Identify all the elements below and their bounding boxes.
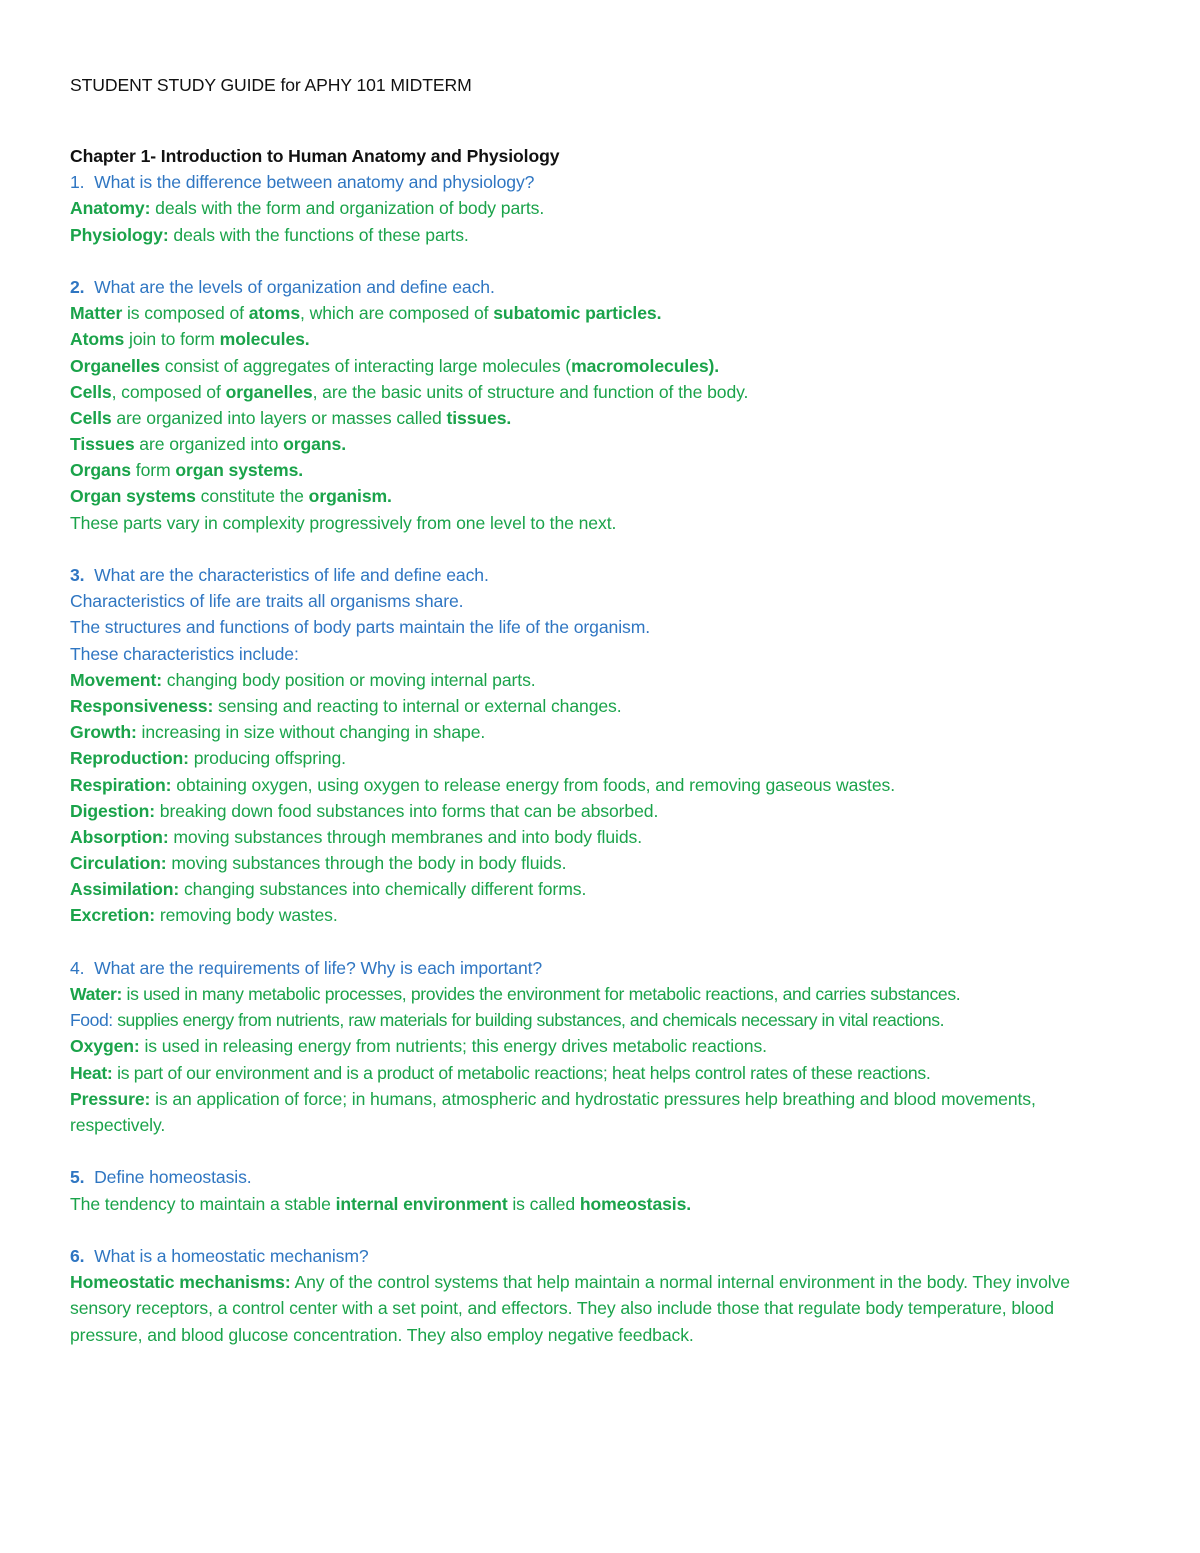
intro-line: The structures and functions of body parts maintain the life of the organism. bbox=[70, 617, 651, 638]
chapter-heading: Chapter 1- Introduction to Human Anatomy and Physiology bbox=[70, 146, 560, 166]
question-number: 1. bbox=[70, 172, 85, 193]
term: organelles bbox=[225, 381, 313, 402]
question-number: 2. bbox=[70, 276, 85, 297]
question-text: What are the characteristics of life and define each. bbox=[94, 565, 489, 585]
question-text: What is the difference between anatomy and physiology? bbox=[94, 172, 535, 193]
term: organism. bbox=[308, 486, 392, 507]
term: subatomic particles. bbox=[493, 303, 662, 324]
term: molecules. bbox=[219, 329, 310, 350]
list-item bbox=[70, 902, 1150, 928]
definition: is used in releasing energy from nutrients; this energy drives metabolic reactions. bbox=[139, 1036, 767, 1057]
question-number: 4. bbox=[70, 957, 85, 978]
answer-line bbox=[70, 195, 1150, 221]
term: Oxygen: bbox=[70, 1036, 140, 1057]
definition: breaking down food substances into forms that can be absorbed. bbox=[155, 800, 659, 821]
text: , which are composed of bbox=[300, 303, 494, 324]
term: Digestion: bbox=[70, 800, 156, 821]
answer-line bbox=[70, 1191, 1150, 1217]
term: Assimilation: bbox=[70, 879, 180, 900]
question-number: 3. bbox=[70, 565, 85, 585]
term: Organs bbox=[70, 460, 131, 481]
question-4 bbox=[70, 955, 1150, 981]
list-item bbox=[70, 693, 1150, 719]
question-text: What are the levels of organization and define each. bbox=[94, 276, 495, 297]
text: is composed of bbox=[122, 303, 249, 324]
term: internal environment bbox=[335, 1193, 508, 1214]
term: Water: bbox=[70, 984, 122, 1004]
text: constitute the bbox=[195, 486, 309, 507]
answer-line bbox=[70, 405, 1150, 431]
list-item bbox=[70, 981, 1150, 1007]
term: Responsiveness: bbox=[70, 695, 214, 716]
list-item bbox=[70, 850, 1150, 876]
term: Organelles bbox=[70, 355, 160, 376]
term: Movement: bbox=[70, 669, 162, 690]
definition: sensing and reacting to internal or external changes. bbox=[213, 695, 622, 716]
term: tissues. bbox=[446, 407, 512, 428]
term: Respiration: bbox=[70, 774, 172, 795]
text: is called bbox=[507, 1193, 580, 1214]
list-item bbox=[70, 745, 1150, 771]
text: , are the basic units of structure and function of the body. bbox=[312, 381, 749, 402]
list-item bbox=[70, 667, 1150, 693]
question-6 bbox=[70, 1243, 1150, 1269]
list-item bbox=[70, 876, 1150, 902]
definition: obtaining oxygen, using oxygen to release energy from foods, and removing gaseous wastes. bbox=[171, 774, 895, 795]
answer-line bbox=[70, 431, 1150, 457]
term: Tissues bbox=[70, 434, 135, 455]
term: Pressure: bbox=[70, 1088, 151, 1109]
list-item bbox=[70, 719, 1150, 745]
term: Food: bbox=[70, 1010, 113, 1031]
term: Anatomy: bbox=[70, 198, 151, 219]
question-5 bbox=[70, 1164, 1150, 1190]
term: Absorption: bbox=[70, 826, 169, 847]
term: Excretion: bbox=[70, 905, 156, 926]
term: macromolecules). bbox=[571, 355, 720, 376]
term: Reproduction: bbox=[70, 748, 189, 769]
question-number: 5. bbox=[70, 1167, 85, 1188]
definition: moving substances through membranes and into body fluids. bbox=[168, 826, 642, 847]
text: are organized into layers or masses called bbox=[111, 407, 447, 428]
term: Cells bbox=[70, 407, 112, 428]
document-body bbox=[70, 143, 1150, 1348]
definition: changing body position or moving internal parts. bbox=[161, 669, 536, 690]
definition: supplies energy from nutrients, raw materials for building substances, and chemicals necessary in vital reactions. bbox=[112, 1010, 945, 1031]
answer-line bbox=[70, 222, 1150, 248]
answer-line bbox=[70, 300, 1150, 326]
definition: is an application of force; in humans, atmospheric and hydrostatic pressures help breathing and blood movements, respectively. bbox=[70, 1088, 1036, 1135]
definition: Any of the control systems that help maintain a normal internal environment in the body. They involve sensory receptors, a control center with a set point, and effectors. They also include those that regulate body temperature, blood pressure, and blood glucose concentration. They also employ negative feedback. bbox=[70, 1272, 1070, 1345]
term: Matter bbox=[70, 303, 123, 324]
term: Physiology: bbox=[70, 224, 169, 245]
question-text: What is a homeostatic mechanism? bbox=[94, 1245, 369, 1266]
list-item bbox=[70, 1086, 1070, 1138]
question-number: 6. bbox=[70, 1245, 85, 1266]
term: Growth: bbox=[70, 722, 137, 743]
term: Cells bbox=[70, 381, 112, 402]
list-item bbox=[70, 772, 1150, 798]
answer-line bbox=[70, 353, 1150, 379]
question-1 bbox=[70, 169, 1150, 195]
document-title: STUDENT STUDY GUIDE for APHY 101 MIDTERM bbox=[70, 75, 472, 95]
answer-line: These parts vary in complexity progressively from one level to the next. bbox=[70, 512, 617, 533]
term: Organ systems bbox=[70, 486, 196, 507]
term: Atoms bbox=[70, 329, 125, 350]
term: homeostasis. bbox=[579, 1193, 692, 1214]
text: , composed of bbox=[111, 381, 226, 402]
definition: moving substances through the body in body fluids. bbox=[166, 853, 567, 874]
list-item bbox=[70, 1007, 1150, 1033]
text: The tendency to maintain a stable bbox=[70, 1193, 336, 1214]
intro-line: These characteristics include: bbox=[70, 643, 299, 664]
intro-line: Characteristics of life are traits all organisms share. bbox=[70, 591, 464, 612]
answer-line bbox=[70, 379, 1150, 405]
question-text: Define homeostasis. bbox=[94, 1167, 252, 1188]
text: are organized into bbox=[134, 434, 284, 455]
term: Homeostatic mechanisms: bbox=[70, 1272, 291, 1293]
text: join to form bbox=[124, 329, 220, 350]
definition: removing body wastes. bbox=[155, 905, 338, 926]
text: consist of aggregates of interacting large molecules ( bbox=[159, 355, 572, 376]
term: organ systems. bbox=[175, 460, 304, 481]
definition: changing substances into chemically different forms. bbox=[179, 879, 587, 900]
text: form bbox=[131, 460, 176, 481]
list-item bbox=[70, 1060, 1150, 1086]
question-3 bbox=[70, 562, 1150, 588]
list-item bbox=[70, 1033, 1150, 1059]
term: Circulation: bbox=[70, 853, 167, 874]
question-2 bbox=[70, 274, 1150, 300]
definition: producing offspring. bbox=[188, 748, 346, 769]
definition: is used in many metabolic processes, provides the environment for metabolic reactions, and carries substances. bbox=[122, 984, 961, 1004]
answer-line bbox=[70, 326, 1150, 352]
list-item bbox=[70, 798, 1150, 824]
question-text: What are the requirements of life? Why is each important? bbox=[94, 957, 543, 978]
term: organs. bbox=[283, 434, 346, 455]
term: Heat: bbox=[70, 1062, 113, 1083]
list-item bbox=[70, 824, 1150, 850]
definition: deals with the form and organization of body parts. bbox=[150, 198, 545, 219]
definition: is part of our environment and is a product of metabolic reactions; heat helps control rates of these reactions. bbox=[112, 1062, 931, 1083]
answer-line bbox=[70, 483, 1150, 509]
answer-line bbox=[70, 457, 1150, 483]
answer-paragraph bbox=[70, 1269, 1115, 1348]
definition: deals with the functions of these parts. bbox=[168, 224, 469, 245]
definition: increasing in size without changing in shape. bbox=[136, 722, 486, 743]
term: atoms bbox=[248, 303, 301, 324]
